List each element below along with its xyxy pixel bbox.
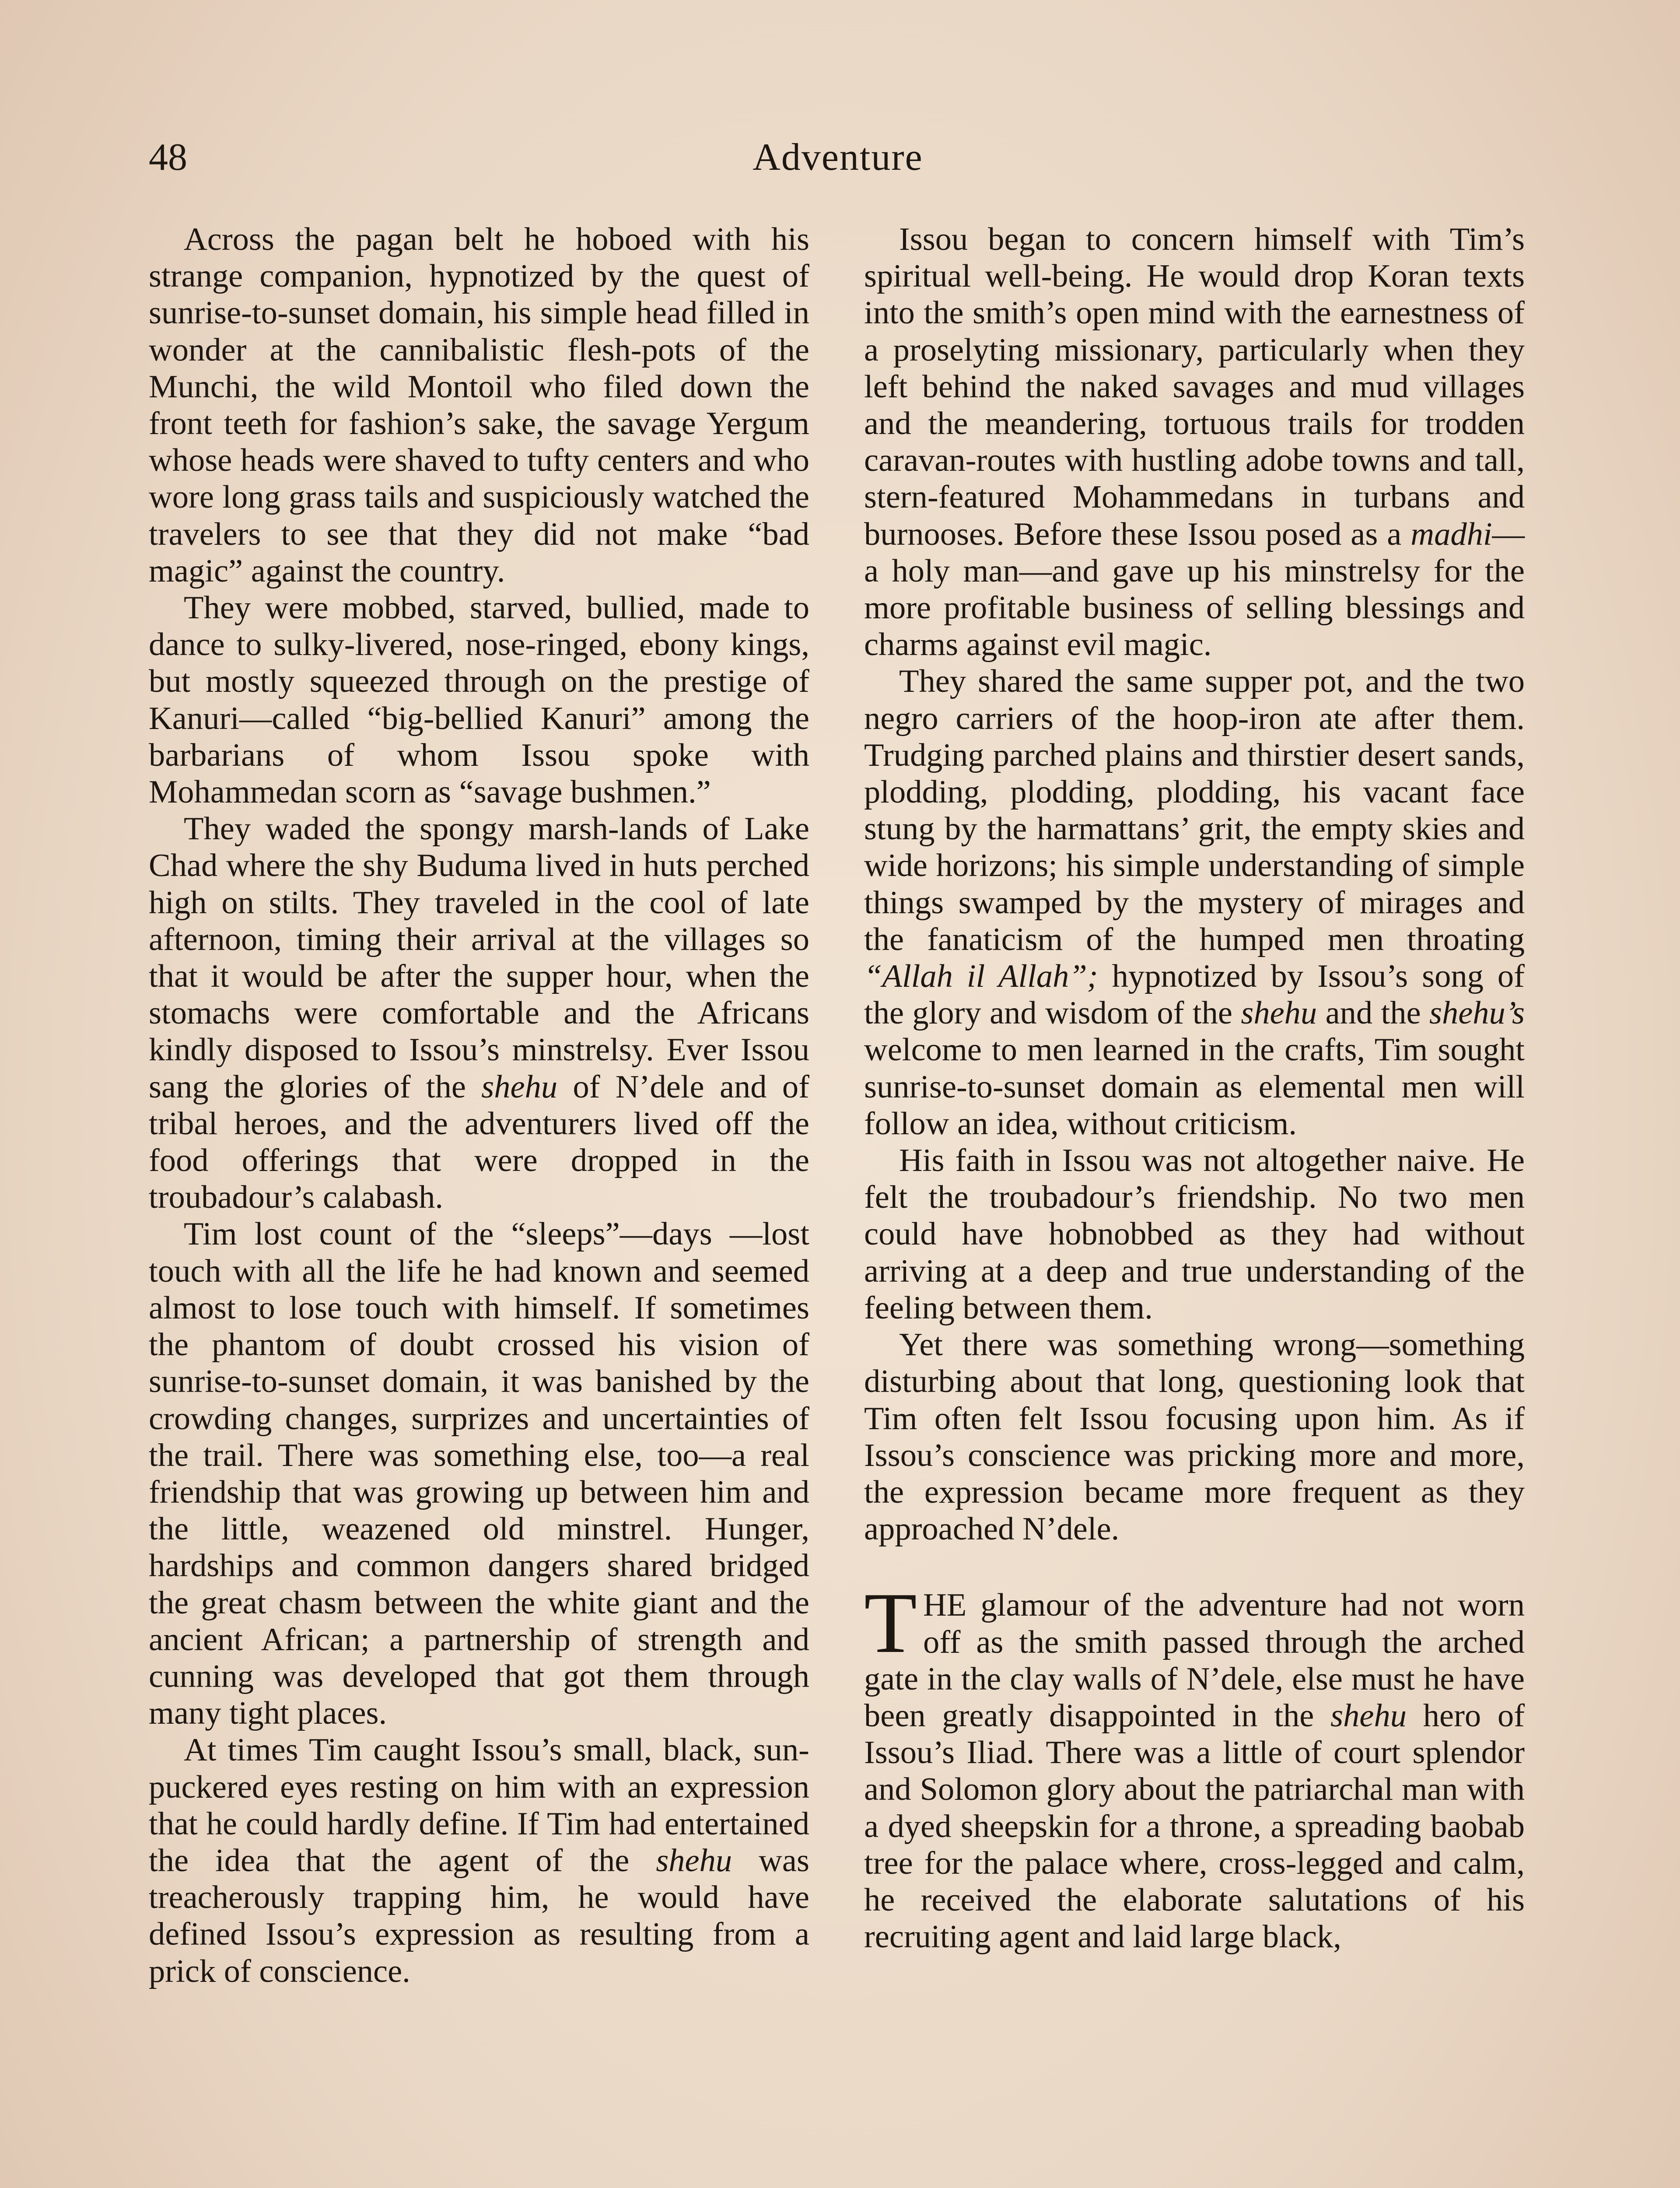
paragraph: Issou began to concern himself with Tim’s spiritual well-being. He would drop Koran texts into the smith’s open mind with the earnestness of a proselyting missionary, particularly when they left behind the naked savages and mud villages and the meandering, tortuous trails for trodden caravan-routes with hustling adobe towns and tall, stern-featured Mohammedans in turbans and burnooses. Before these Issou posed as a madhi—a holy man—and gave up his minstrelsy for the more profitable business of selling blessings and charms against evil magic. [864,221,1525,663]
section-break [864,1547,1525,1587]
page-number: 48 [149,136,187,179]
right-column [864,221,1525,1955]
left-column [149,221,809,1990]
paragraph: His faith in Issou was not altogether naive. He felt the troubadour’s friendship. No two men could have hobnobbed as they had without arriving at a deep and true understanding of the feeling between them. [864,1143,1525,1326]
paragraph: They waded the spongy marsh-lands of Lake Chad where the shy Buduma lived in huts perched high on stilts. They traveled in the cool of late afternoon, timing their arrival at the villages so that it would be after the supper hour, when the stomachs were comfortable and the Africans kindly disposed to Issou’s minstrelsy. Ever Issou sang the glories of the shehu of N’dele and of tribal heroes, and the adventurers lived off the food offerings that were dropped in the troubadour’s calabash. [149,811,809,1216]
paragraph: Yet there was something wrong—something disturbing about that long, questioning look that Tim often felt Issou focusing upon him. As if Issou’s conscience was pricking more and more, the expression became more frequent as they approached N’dele. [864,1327,1525,1547]
paragraph: They were mobbed, starved, bullied, made to dance to sulky-livered, nose-ringed, ebony kings, but mostly squeezed through on the prestige of Kanuri—called “big-bellied Kanuri” among the barbarians of whom Issou spoke with Mohammedan scorn as “savage bushmen.” [149,590,809,810]
paragraph: THE glamour of the adventure had not worn off as the smith passed through the arched gate in the clay walls of N’dele, else must he have been greatly disappointed in the shehu hero of Issou’s Iliad. There was a little of court splendor and Solomon glory about the patriarchal man with a dyed sheepskin for a throne, a spreading baobab tree for the palace where, cross-legged and calm, he received the elaborate salutations of his recruiting agent and laid large black, [864,1575,1525,1955]
paragraph: At times Tim caught Issou’s small, black, sun-puckered eyes resting on him with an expression that he could hardly define. If Tim had entertained the idea that the agent of the shehu was treacherously trapping him, he would have defined Issou’s expression as resulting from a prick of conscience. [149,1732,809,1989]
paragraph: They shared the same supper pot, and the two negro carriers of the hoop-iron ate after them. Trudging parched plains and thirstier desert sands, plodding, plodding, plodding, his vacant face stung by the harmattans’ grit, the empty skies and wide horizons; his simple understanding of simple things swamped by the mystery of mirages and the fanaticism of the humped men throating “Allah il Allah”; hypnotized by Issou’s song of the glory and wisdom of the shehu and the shehu’s welcome to men learned in the crafts, Tim sought sunrise-to-sunset domain as elemental men will follow an idea, without criticism. [864,663,1525,1142]
drop-cap: T [864,1575,917,1671]
magazine-title: Adventure [752,136,923,179]
page-header [149,131,1527,188]
paragraph: Across the pagan belt he hoboed with his strange companion, hypnotized by the quest of sunrise-to-sunset domain, his simple head filled in wonder at the cannibalistic flesh-pots of the Munchi, the wild Montoil who filed down the front teeth for fashion’s sake, the savage Yergum whose heads were shaved to tufty centers and who wore long grass tails and suspiciously watched the travelers to see that they did not make “bad magic” against the country. [149,221,809,589]
paragraph: Tim lost count of the “sleeps”—days —lost touch with all the life he had known and seemed almost to lose touch with himself. If sometimes the phantom of doubt crossed his vision of sunrise-to-sunset domain, it was banished by the crowding changes, surprizes and uncertainties of the trail. There was something else, too—a real friendship that was growing up between him and the little, weazened old minstrel. Hunger, hardships and common dangers shared bridged the great chasm between the white giant and the ancient African; a partnership of strength and cunning was developed that got them through many tight places. [149,1216,809,1732]
